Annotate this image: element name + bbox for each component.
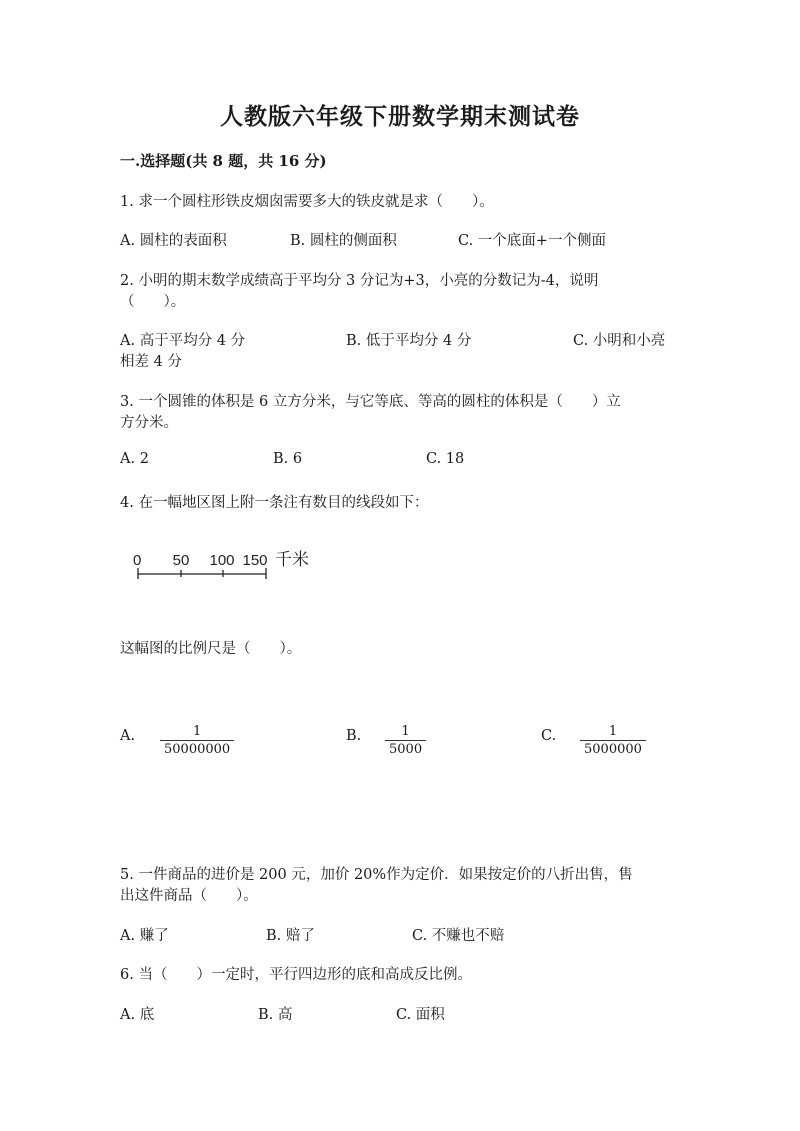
question-4-followup: 这幅图的比例尺是（ ）。 [120,641,302,657]
q4-option-b-fraction [385,720,426,759]
scale-tick-label: 150 [242,552,268,569]
q2-option-b: B. 低于平均分 4 分 [346,333,472,349]
page-title: 人教版六年级下册数学期末测试卷 [220,103,580,130]
q3-option-a: A. 2 [120,451,149,467]
scale-tick-label: 50 [172,552,190,569]
q1-option-c: C. 一个底面+一个侧面 [458,233,606,249]
q4-option-a-label: A. [120,728,136,744]
question-5-text-line2: 出这件商品（ ）。 [120,888,258,904]
scale-tick-label: 100 [209,552,235,569]
question-2-text-line2: （ ）。 [120,294,186,310]
q4-option-c-label: C. [541,728,557,744]
q2-option-c-wrap: 相差 4 分 [120,354,182,370]
fraction-denominator: 50000000 [160,740,234,758]
fraction-numerator: 1 [608,724,618,739]
q2-option-c: C. 小明和小亮 [573,333,666,349]
section-heading: 一.选择题(共 8 题，共 16 分) [120,152,327,170]
q2-option-a: A. 高于平均分 4 分 [120,333,246,349]
q5-option-b: B. 赔了 [266,928,315,944]
question-5-text-line1: 5. 一件商品的进价是 200 元，加价 20%作为定价．如果按定价的八折出售，售 [120,867,633,883]
q6-option-b: B. 高 [258,1007,293,1023]
question-4-text: 4. 在一幅地区图上附一条注有数目的线段如下： [120,495,429,511]
q6-option-a: A. 底 [120,1007,155,1023]
q3-option-b: B. 6 [273,451,303,467]
q1-option-a: A. 圆柱的表面积 [120,233,227,249]
question-2-text-line1: 2. 小明的期末数学成绩高于平均分 3 分记为+3，小亮的分数记为-4，说明 [120,273,599,289]
q6-option-c: C. 面积 [396,1007,445,1023]
fraction-denominator: 5000000 [580,740,646,758]
q4-option-b-label: B. [346,728,362,744]
fraction-numerator: 1 [192,724,202,739]
q1-option-b: B. 圆柱的侧面积 [290,233,397,249]
q5-option-a: A. 赚了 [120,928,169,944]
q3-option-c: C. 18 [426,451,465,467]
q4-option-c-fraction [580,720,646,759]
question-6-text: 6. 当（ ）一定时，平行四边形的底和高成反比例。 [120,967,472,983]
fraction-numerator: 1 [401,724,410,739]
q4-option-a-fraction [160,720,234,759]
question-1-text: 1. 求一个圆柱形铁皮烟囱需要多大的铁皮就是求（ ）。 [120,194,494,210]
question-3-text-line1: 3. 一个圆锥的体积是 6 立方分米，与它等底、等高的圆柱的体积是（ ）立 [120,394,621,410]
question-3-text-line2: 方分米。 [120,415,178,431]
scale-bar-figure [125,545,335,590]
q5-option-c: C. 不赚也不赔 [412,928,505,944]
fraction-denominator: 5000 [385,740,426,758]
scale-tick-label: 0 [133,552,142,569]
scale-unit-label: 千米 [275,550,309,569]
